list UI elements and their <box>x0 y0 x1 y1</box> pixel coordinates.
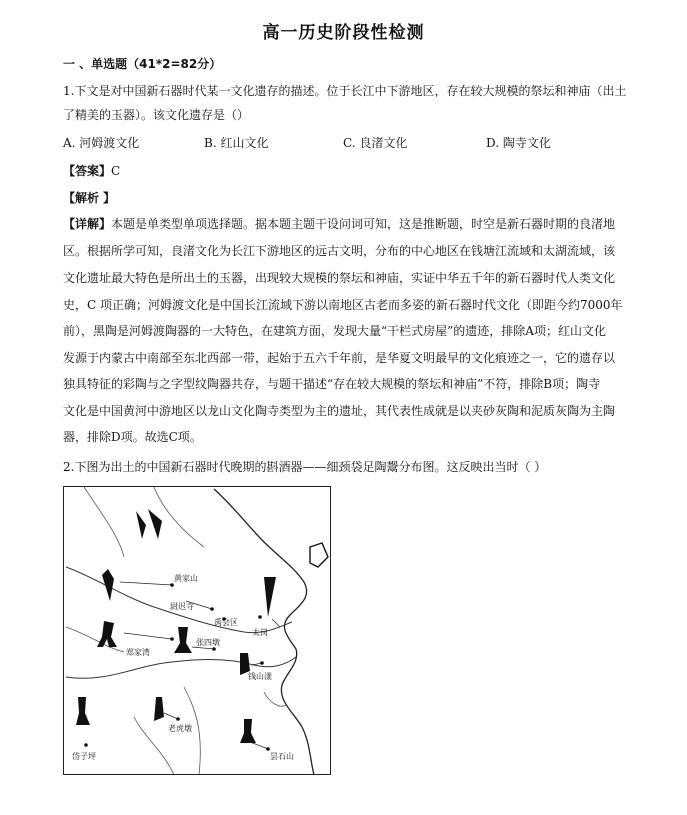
vessel-icon <box>76 697 90 725</box>
vessel-icon <box>174 627 192 653</box>
q1-detail-line: 区。根据所学可知，良渚文化为长江下游地区的远古文明，分布的中心地区在钱塘江流域和太湖流域，该 <box>63 244 616 258</box>
q1-detail-line: 发源于内蒙古中南部至东北西部一带，起始于五六千年前，是华夏文明最早的文化痕迹之一，它的遗存以 <box>63 351 616 365</box>
site-label: 黄家山 <box>174 574 198 583</box>
pottery-vessel-icons <box>76 509 276 743</box>
q1-detail-line1 <box>63 217 615 231</box>
vessel-icon <box>97 621 117 647</box>
q1-detail-line: 独具特征的彩陶与之字型纹陶器共存，与题干描述“存在较大规模的祭坛和神庙”不符，排除B项；陶寺 <box>63 377 601 391</box>
document-title: 高一历史阶段性检测 <box>262 23 425 43</box>
vessel-icon <box>136 509 162 539</box>
site-label: 老虎墩 <box>168 724 192 733</box>
q1-answer <box>63 164 120 178</box>
detail-label: 【详解】 <box>63 217 112 231</box>
site-label: 昙石山 <box>270 752 294 761</box>
q1-detail-line: 前），黑陶是河姆渡陶器的一大特色，在建筑方面，发现大量“干栏式房屋”的遗迹，排除A项；红山文化 <box>63 324 606 338</box>
site-label: 禹会区 <box>214 618 238 627</box>
site-label: 郑家湾 <box>126 648 150 657</box>
q1-analysis-label: 【解析 】 <box>63 191 116 205</box>
section-heading: 一 、单选题（41*2=82分） <box>63 57 222 71</box>
vessel-icon <box>154 697 164 721</box>
q2-stem: 2.下图为出土的中国新石器时代晚期的斟酒器——细颈袋足陶鬶分布图。这反映出当时（ ） <box>63 460 547 474</box>
q1-option-c: C. 良渚文化 <box>343 136 408 150</box>
detail-text: 本题是单类型单项选择题。据本题主题干设问词可知，这是推断题，时空是新石器时期的良渚地 <box>111 217 616 231</box>
vessel-icon <box>102 569 114 601</box>
q1-stem-line1: 1.下文是对中国新石器时代某一文化遗存的描述。位于长江中下游地区，存在较大规模的祭坛和神庙（出土 <box>63 84 627 98</box>
answer-label: 【答案】 <box>63 164 112 178</box>
q1-option-d: D. 陶寺文化 <box>486 136 551 150</box>
site-label: 太岗 <box>252 628 268 637</box>
site-label: 尉迟寺 <box>170 602 194 611</box>
q1-option-a: A. 河姆渡文化 <box>63 136 140 150</box>
q1-detail-line: 器，排除D项。故选C项。 <box>63 430 202 444</box>
site-label: 张四墩 <box>196 638 220 647</box>
pottery-distribution-map <box>63 486 331 775</box>
q1-detail-line: 史，C 项正确；河姆渡文化是中国长江流域下游以南地区古老而多姿的新石器时代文化（即距今约7000年 <box>63 298 623 312</box>
vessel-icon <box>310 543 328 567</box>
q1-detail-line: 文化遗址最大特色是所出土的玉器，出现较大规模的祭坛和神庙，实证中华五千年的新石器时代人类文化 <box>63 271 616 285</box>
q1-detail-line: 文化是中国黄河中游地区以龙山文化陶寺类型为主的遗址，其代表性成就是以夹砂灰陶和泥质灰陶为主陶 <box>63 404 616 418</box>
site-label: 钱山漾 <box>248 672 272 681</box>
answer-value: C <box>111 164 121 178</box>
q1-option-b: B. 红山文化 <box>204 136 269 150</box>
q1-stem-line2: 了精美的玉器）。该文化遗存是（） <box>63 108 250 122</box>
vessel-icon <box>264 577 276 617</box>
vessel-icon <box>240 719 256 743</box>
site-label: 岱子坪 <box>72 752 96 761</box>
map-drawing <box>64 487 331 775</box>
